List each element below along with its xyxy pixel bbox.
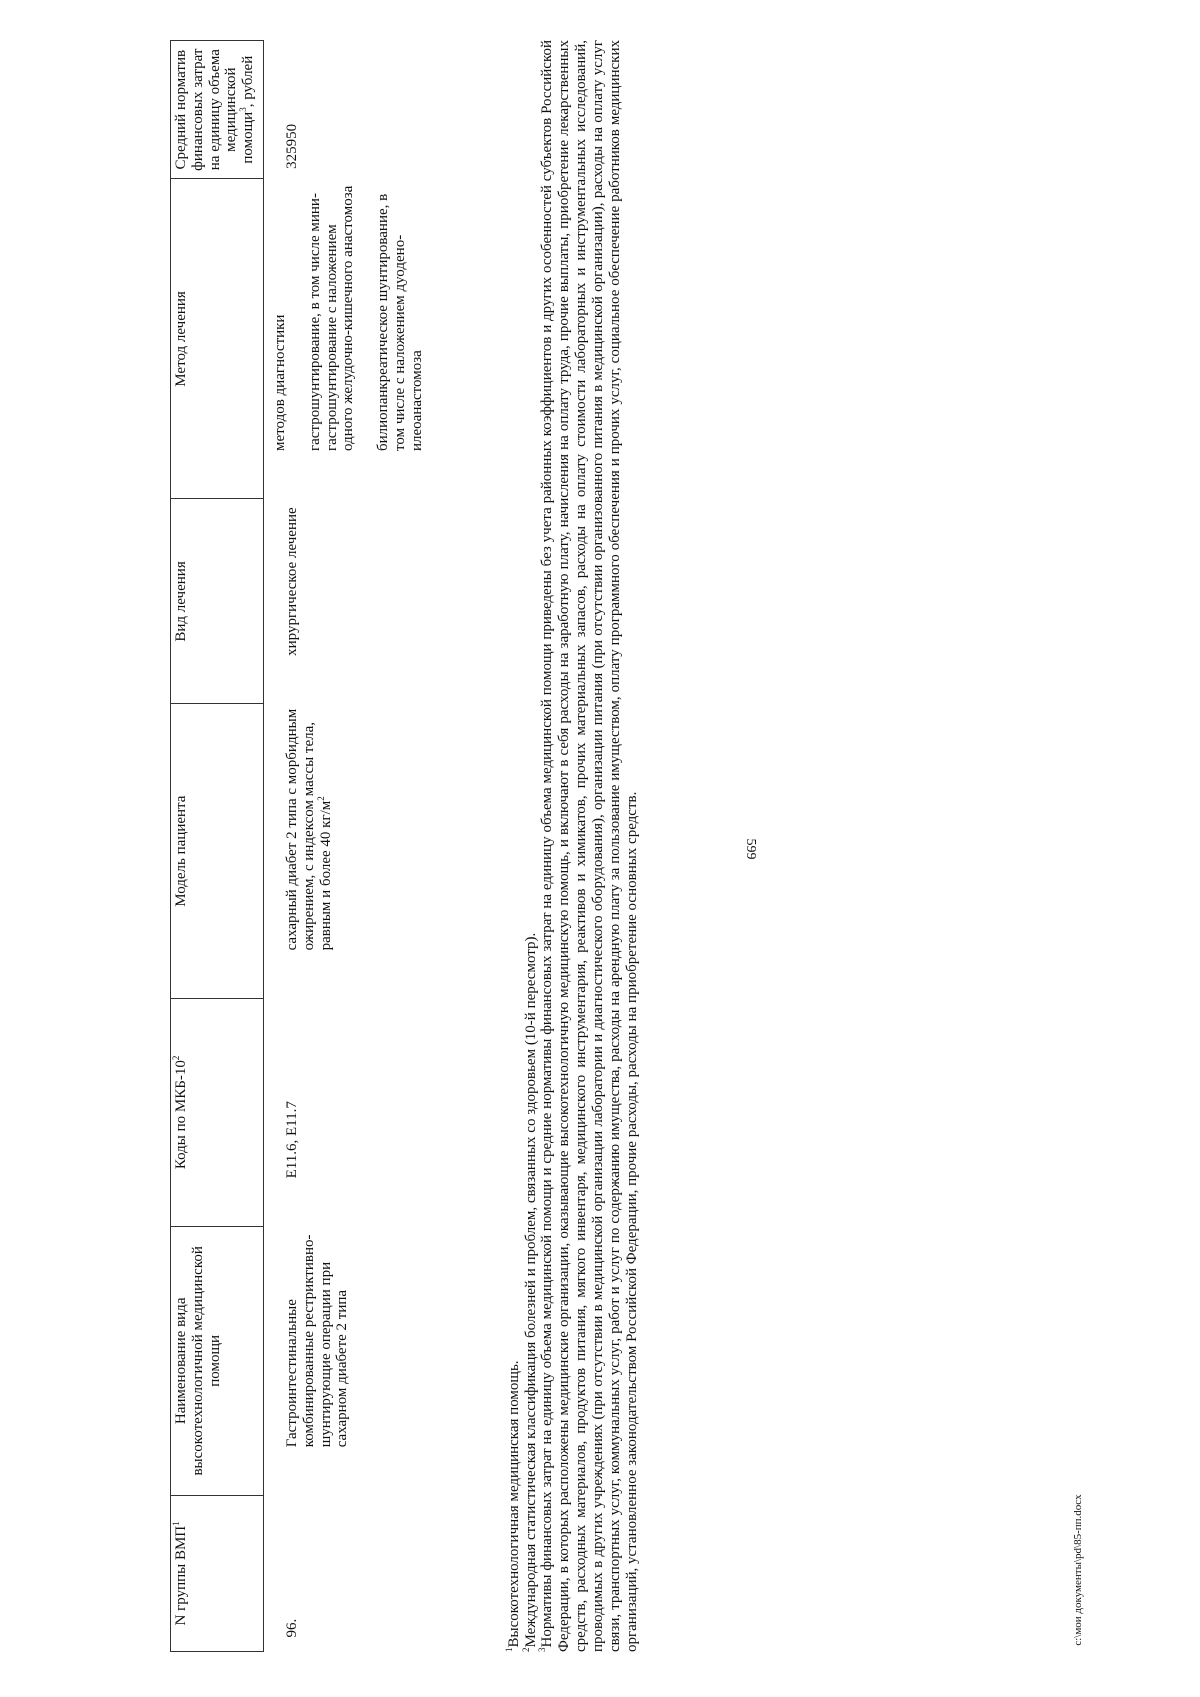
table-header-row [171,41,264,1652]
header-average-cost: Средний норматив финансовых затрат на единицу объема медицинской помощи$^3$, рублей [171,41,264,179]
header-patient-model: Модель пациента [171,704,264,999]
footnote-3: $^3$Нормативы финансовых затрат на единицу объема медицинской помощи и средние нормативы финансовых затрат на единицу объема медицинской помощи приведены без учета районных коэффициентов и других особенностей субъектов Российской Федерации, в которых расположены медицинские организации, оказывающие высокотехнологичную медицинскую помощь, и включают в себя расходы на заработную плату, начисления на оплату труда, прочие выплаты, приобретение лекарственных средств, расходных материалов, продуктов питания, мягкого инвентаря, медицинского инструментария, реактивов и химикатов, прочих материальных запасов, расходы на оплату стоимости лабораторных и инструментальных исследований, проводимых в других учреждениях (при отсутствии в медицинской организации лаборатории и диагностического оборудования), организации питания (при отсутствии организованного питания в медицинской организации), расходы на оплату услуг связи, транспортных услуг, коммунальных услуг, работ и услуг по содержанию имущества, расходы на арендную плату за пользование имуществом, оплату программного обеспечения и прочих услуг, социальное обеспечение работников медицинских организаций, установленное законодательством Российской Федерации, прочие расходы, расходы на приобретение основных средств. [537,40,641,1652]
header-vmp-name: Наименование вида высокотехнологичной медицинской помощи [171,1226,264,1495]
row-icd-codes: E11.6, E11.7 [284,1101,300,1179]
treatment-method-2: билиопанкреатическое шунтирование, в том числе с наложением дуодено-илеоанастомоза [375,193,425,451]
header-treatment-type: Вид лечения [171,499,264,704]
row-treatment-methods [264,179,448,499]
row-average-cost: 325950 [284,123,300,169]
vmp-table [170,40,448,1652]
header-icd-codes: Коды по МКБ-$10^2$ [171,998,264,1226]
row-vmp-name: Гастроинтестинальные комбинированные рестриктивно-шунтирующие операции при сахарном диабете 2 типа [284,1234,351,1448]
table-row [264,41,448,1652]
row-treatment-type: хирургическое лечение [284,507,300,656]
footnotes [503,40,642,1652]
page-number: 599 [743,838,758,860]
file-path: c:\мои документы\pd\85-пп.docx [1072,1494,1084,1646]
header-group-number: N группы ВМП$^1$ [171,1495,264,1651]
continuation-text: методов диагностики [272,314,288,451]
header-treatment-method: Метод лечения [171,179,264,499]
row-group-number: 96. [284,1618,300,1638]
treatment-method-1: гастрошунтирование, в том числе мини-гастрошунтирование с наложением одного желудочно-кишечного анастомоза [306,185,357,451]
footnote-1: $^1$Высокотехнологичная медицинская помощь. [503,1360,522,1652]
footnote-2: $^2$Международная статистическая классификация болезней и проблем, связанных со здоровьем (10-й пересмотр). [520,932,539,1652]
row-patient-model: сахарный диабет 2 типа с морбидным ожирением, с индексом массы тела, равным и более 40 $кг/м^2$ [284,708,334,951]
rotated-content [170,40,810,1652]
